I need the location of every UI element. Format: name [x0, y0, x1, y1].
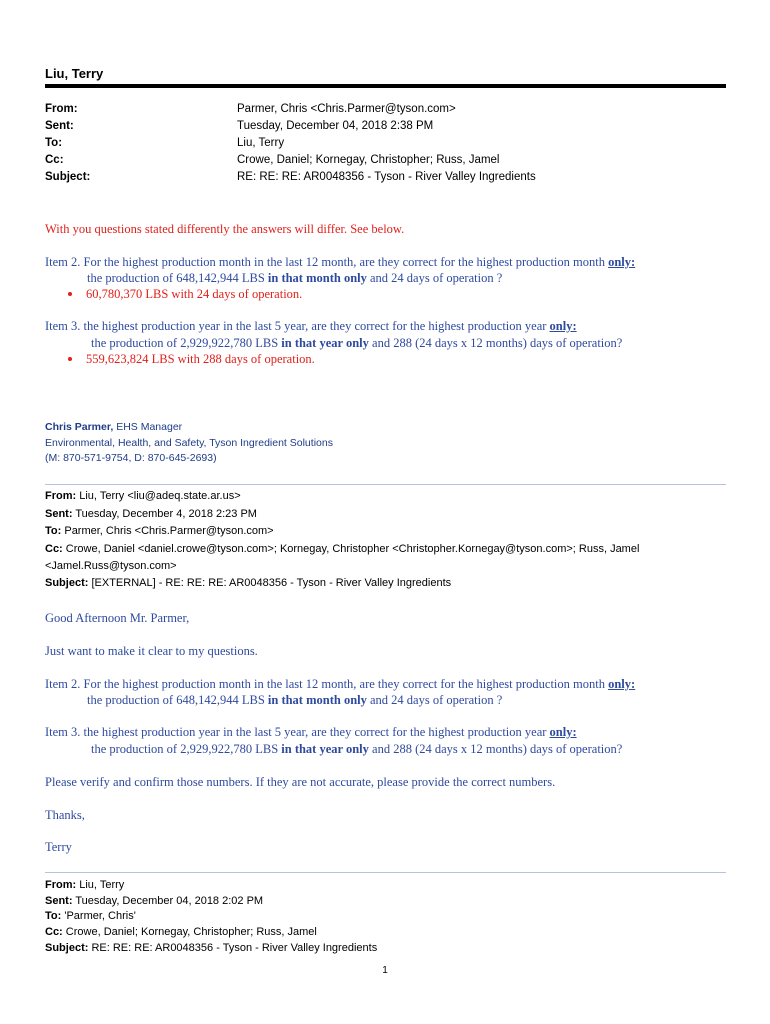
msg3-from-label: From:	[45, 879, 77, 891]
signature-role: EHS Manager	[113, 421, 183, 433]
reply-item3-detail-c: and 288 (24 days x 12 months) days of operation?	[368, 336, 623, 350]
msg2-from	[45, 490, 241, 502]
msg2-thanks: Thanks,	[45, 808, 85, 822]
header-subject-label: Subject:	[45, 171, 91, 183]
msg3-subject-value: RE: RE: RE: AR0048356 - Tyson - River Valley Ingredients	[88, 942, 378, 954]
reply-item2-detail-a: the production of 648,142,944 LBS	[87, 271, 268, 285]
header-to-label: To:	[45, 137, 63, 149]
msg2-cc-continued: <Jamel.Russ@tyson.com>	[45, 560, 177, 572]
header-sent-value: Tuesday, December 04, 2018 2:38 PM	[237, 120, 434, 132]
msg2-item3-detail-a: the production of 2,929,922,780 LBS	[91, 742, 282, 756]
header-to-row	[45, 137, 726, 154]
header-sent-row	[45, 120, 726, 137]
msg2-cc-label: Cc:	[45, 543, 63, 555]
msg2-to	[45, 525, 274, 537]
msg3-to-value: 'Parmer, Chris'	[61, 910, 136, 922]
msg2-from-value: Liu, Terry <liu@adeq.state.ar.us>	[76, 490, 241, 502]
msg3-subject	[45, 942, 377, 954]
reply-item3-text: Item 3. the highest production year in the last 5 year, are they correct for the highest production year	[45, 319, 550, 333]
msg3-cc-value: Crowe, Daniel; Kornegay, Christopher; Russ, Jamel	[62, 926, 317, 938]
msg3-from	[45, 879, 124, 891]
msg2-subject-value: [EXTERNAL] - RE: RE: RE: AR0048356 - Tyson - River Valley Ingredients	[88, 577, 452, 589]
msg3-sent	[45, 895, 263, 907]
msg3-to	[45, 910, 136, 922]
header-from-label: From:	[45, 103, 78, 115]
signature-name-line	[45, 421, 182, 433]
header-cc-value: Crowe, Daniel; Kornegay, Christopher; Russ, Jamel	[237, 154, 500, 166]
msg2-cc-value: Crowe, Daniel <daniel.crowe@tyson.com>; Kornegay, Christopher <Christopher.Kornegay@tyson.com>; Russ, Jamel	[62, 543, 640, 555]
document-title: Liu, Terry	[45, 66, 104, 81]
reply-item2-text: Item 2. For the highest production month in the last 12 month, are they correct for the highest production month	[45, 255, 609, 269]
header-cc-label: Cc:	[45, 154, 64, 166]
reply-item3-answer	[68, 352, 315, 367]
reply-item3-detail-a: the production of 2,929,922,780 LBS	[91, 336, 282, 350]
msg2-item3-detail	[91, 742, 622, 757]
header-subject-value: RE: RE: RE: AR0048356 - Tyson - River Valley Ingredients	[237, 171, 536, 183]
msg2-from-label: From:	[45, 490, 77, 502]
header-sent-label: Sent:	[45, 120, 74, 132]
msg2-to-label: To:	[45, 525, 62, 537]
msg3-sent-value: Tuesday, December 04, 2018 2:02 PM	[72, 895, 264, 907]
header-subject-row	[45, 171, 726, 188]
msg2-item2-detail-b: in that month only	[267, 693, 367, 707]
bullet-icon	[68, 357, 72, 361]
msg2-to-value: Parmer, Chris <Chris.Parmer@tyson.com>	[61, 525, 274, 537]
header-from-row	[45, 103, 726, 120]
reply-item2-only: only:	[608, 255, 636, 269]
msg2-item2-only: only:	[608, 677, 636, 691]
bullet-icon	[68, 292, 72, 296]
msg2-item3-question	[45, 725, 577, 740]
msg2-item3-text: Item 3. the highest production year in the last 5 year, are they correct for the highest production year	[45, 725, 550, 739]
msg3-to-label: To:	[45, 910, 62, 922]
msg2-line1: Just want to make it clear to my questions.	[45, 644, 258, 658]
msg2-sign: Terry	[45, 840, 72, 854]
msg3-subject-label: Subject:	[45, 942, 89, 954]
msg2-sent-value: Tuesday, December 4, 2018 2:23 PM	[72, 508, 257, 520]
msg2-sent-label: Sent:	[45, 508, 73, 520]
reply-item3-detail	[91, 336, 622, 351]
msg2-item2-question	[45, 677, 635, 692]
msg2-item2-detail-c: and 24 days of operation ?	[366, 693, 503, 707]
reply-item2-detail-c: and 24 days of operation ?	[366, 271, 503, 285]
reply-item3-detail-b: in that year only	[281, 336, 369, 350]
msg3-from-value: Liu, Terry	[76, 879, 125, 891]
reply-item2-answer	[68, 287, 302, 302]
message-separator	[45, 872, 726, 873]
signature-phones: (M: 870-571-9754, D: 870-645-2693)	[45, 452, 217, 464]
signature-dept: Environmental, Health, and Safety, Tyson Ingredient Solutions	[45, 437, 333, 449]
reply-item2-detail-b: in that month only	[267, 271, 367, 285]
header-from-value: Parmer, Chris <Chris.Parmer@tyson.com>	[237, 103, 456, 115]
msg2-sent	[45, 508, 257, 520]
reply-item3-question	[45, 319, 577, 334]
msg2-cc	[45, 543, 639, 555]
reply-item2-answer-text: 60,780,370 LBS with 24 days of operation.	[86, 287, 303, 301]
msg2-item2-detail	[87, 693, 502, 708]
msg2-subject-label: Subject:	[45, 577, 89, 589]
msg2-item3-only: only:	[549, 725, 577, 739]
header-cc-row	[45, 154, 726, 171]
msg2-item2-detail-a: the production of 648,142,944 LBS	[87, 693, 268, 707]
msg2-subject	[45, 577, 451, 589]
message-separator	[45, 484, 726, 485]
title-rule	[45, 84, 726, 88]
msg3-cc-label: Cc:	[45, 926, 63, 938]
msg2-item3-detail-c: and 288 (24 days x 12 months) days of operation?	[368, 742, 623, 756]
msg2-item3-detail-b: in that year only	[281, 742, 369, 756]
msg3-sent-label: Sent:	[45, 895, 73, 907]
msg2-greeting: Good Afternoon Mr. Parmer,	[45, 611, 190, 625]
reply-item2-detail	[87, 271, 502, 286]
reply-item3-only: only:	[549, 319, 577, 333]
msg3-cc	[45, 926, 317, 938]
msg2-verify: Please verify and confirm those numbers. If they are not accurate, please provide the correct numbers.	[45, 775, 556, 789]
reply-item2-question	[45, 255, 635, 270]
msg2-item2-text: Item 2. For the highest production month in the last 12 month, are they correct for the highest production month	[45, 677, 609, 691]
reply-item3-answer-text: 559,623,824 LBS with 288 days of operation.	[86, 352, 315, 366]
signature-name: Chris Parmer,	[45, 421, 114, 433]
reply-intro: With you questions stated differently the answers will differ. See below.	[45, 222, 405, 236]
page-number: 1	[382, 965, 388, 976]
header-to-value: Liu, Terry	[237, 137, 285, 149]
